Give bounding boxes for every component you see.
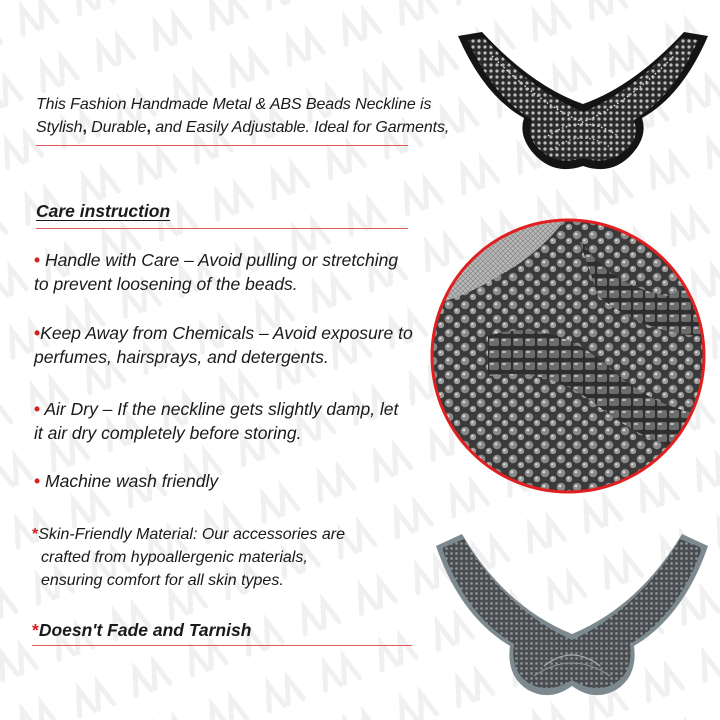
bullet-icon: • xyxy=(34,323,41,343)
care-item-airdry: • Air Dry – If the neckline gets slightly damp, let it air dry completely before storing. xyxy=(34,399,399,443)
intro-rest: and Easily Adjustable. Ideal for Garments, xyxy=(150,119,450,136)
asterisk-icon: * xyxy=(32,620,39,640)
intro-line-1: This Fashion Handmade Metal & ABS Beads Neckline is xyxy=(36,96,432,113)
care-item-handle: • Handle with Care – Avoid pulling or stretching to prevent loosening of the beads. xyxy=(34,250,399,294)
beaded-neckline-gunmetal-image xyxy=(434,526,712,702)
intro-durable: Durable xyxy=(86,119,147,136)
care-item-wash: • Machine wash friendly xyxy=(34,471,219,491)
bullet-icon: • xyxy=(34,399,41,419)
fade-heading: *Doesn't Fade and Tarnish xyxy=(32,620,252,640)
heading-divider xyxy=(36,228,408,229)
intro-stylish: Stylish xyxy=(36,119,83,136)
bullet-icon: • xyxy=(34,471,41,491)
intro-divider xyxy=(36,145,408,146)
care-item-chemicals: •Keep Away from Chemicals – Avoid exposure to perfumes, hairsprays, and detergents. xyxy=(34,323,413,367)
beaded-neckline-black-image xyxy=(452,26,714,182)
care-heading: Care instruction xyxy=(36,201,171,221)
bead-closeup-image xyxy=(428,216,708,496)
fade-divider xyxy=(32,645,412,646)
product-image-top xyxy=(452,26,714,187)
intro-line-2: Stylish, Durable, and Easily Adjustable. Ideal for Garments, xyxy=(36,119,450,136)
asterisk-icon: * xyxy=(32,526,39,543)
closeup-image xyxy=(428,216,708,501)
bullet-icon: • xyxy=(34,250,41,270)
intro-text xyxy=(36,93,506,139)
product-image-bottom xyxy=(434,526,712,707)
care-item-skin-friendly: *Skin-Friendly Material: Our accessories are crafted from hypoallergenic materials, ensuring comfort for all skin types. xyxy=(32,526,345,589)
